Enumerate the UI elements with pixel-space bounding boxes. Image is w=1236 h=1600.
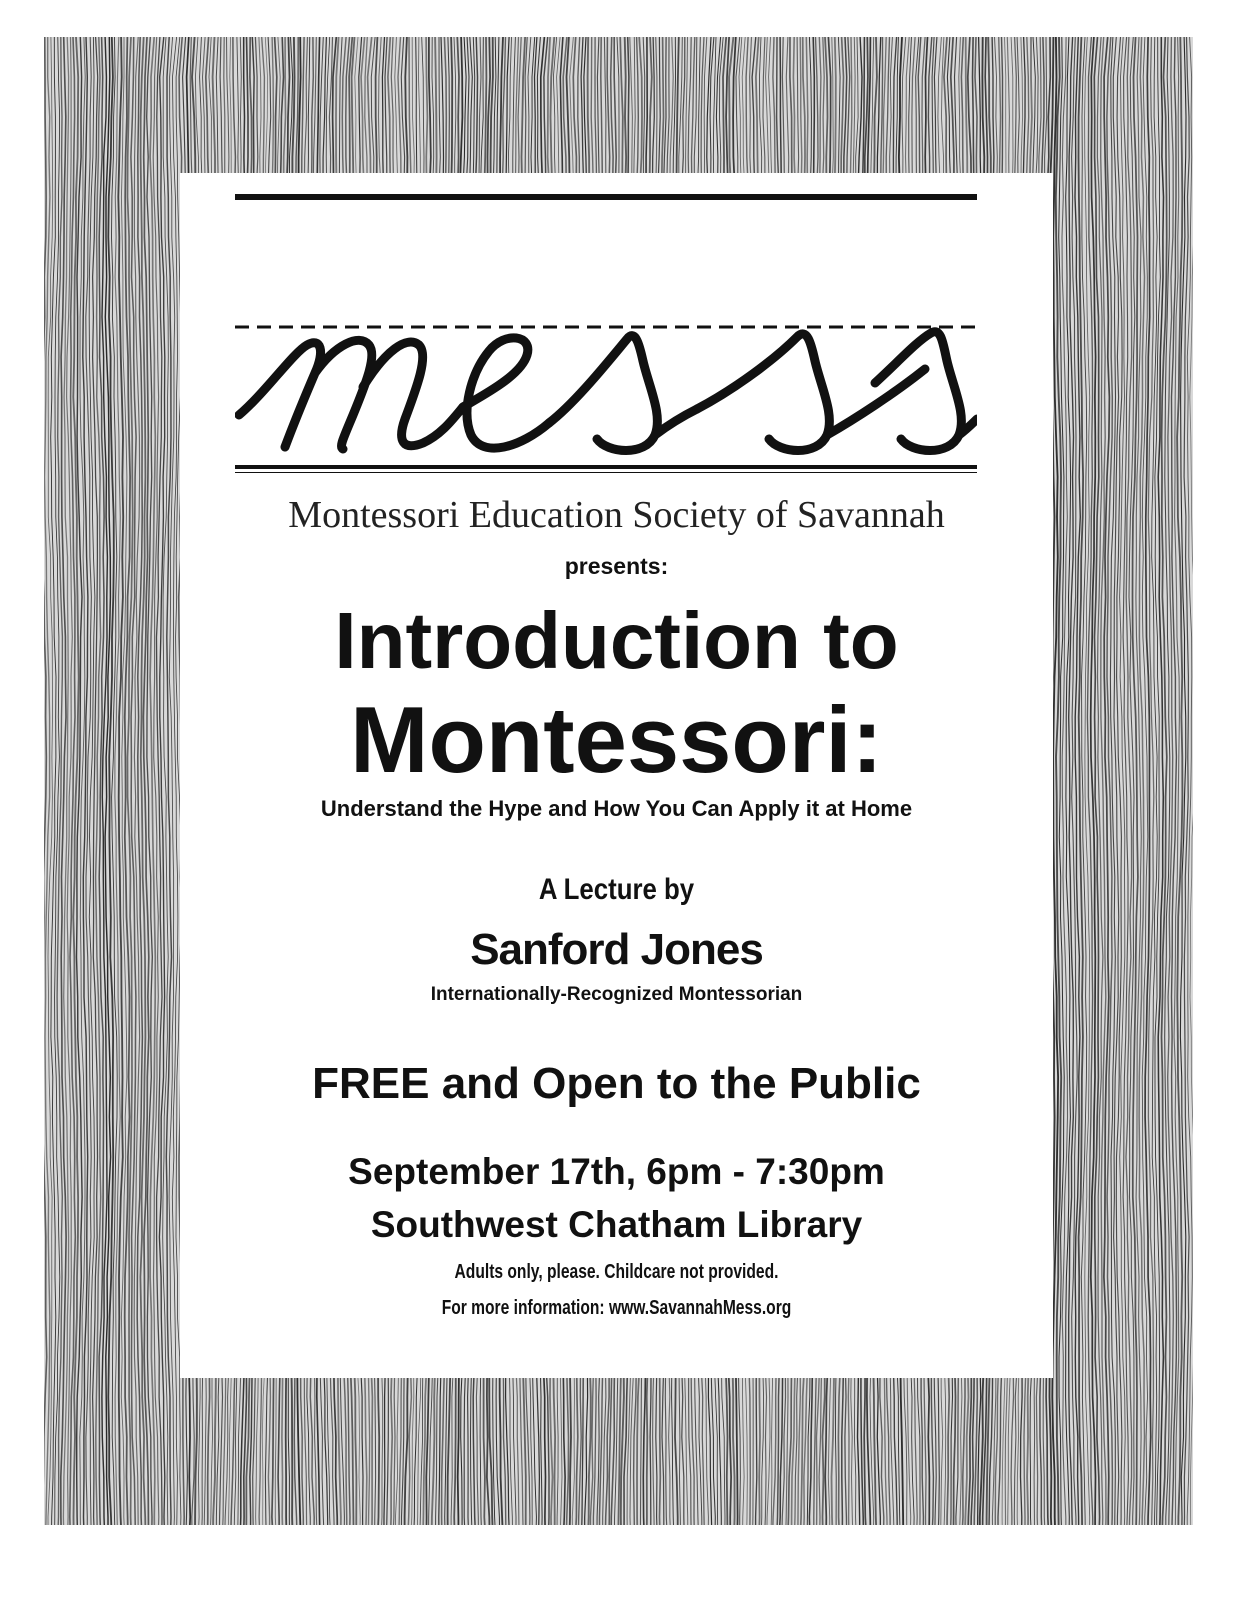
top-rule-divider <box>235 194 977 200</box>
presents-label: presents: <box>564 553 669 579</box>
admission-notice: FREE and Open to the Public <box>312 1059 921 1108</box>
mess-logo <box>235 323 977 473</box>
event-venue: Southwest Chatham Library <box>370 1204 863 1245</box>
event-date-time: September 17th, 6pm - 7:30pm <box>348 1151 885 1192</box>
speaker-credential: Internationally-Recognized Montessorian <box>430 984 803 1005</box>
event-title-line-2: Montessori: <box>350 687 883 792</box>
event-subtitle: Understand the Hype and How You Can Apply it at Home <box>320 796 913 821</box>
speaker-name: Sanford Jones <box>470 925 763 974</box>
poster-panel <box>180 173 1053 1378</box>
organization-name: Montessori Education Society of Savannah <box>288 494 945 536</box>
event-title-line-1: Introduction to <box>334 596 899 685</box>
cursive-handwriting-logo-icon <box>235 323 977 473</box>
more-info-line: For more information: www.SavannahMess.org <box>441 1297 792 1319</box>
attendance-notice: Adults only, please. Childcare not provided. <box>454 1261 779 1283</box>
lecture-by-label: A Lecture by <box>538 873 695 906</box>
